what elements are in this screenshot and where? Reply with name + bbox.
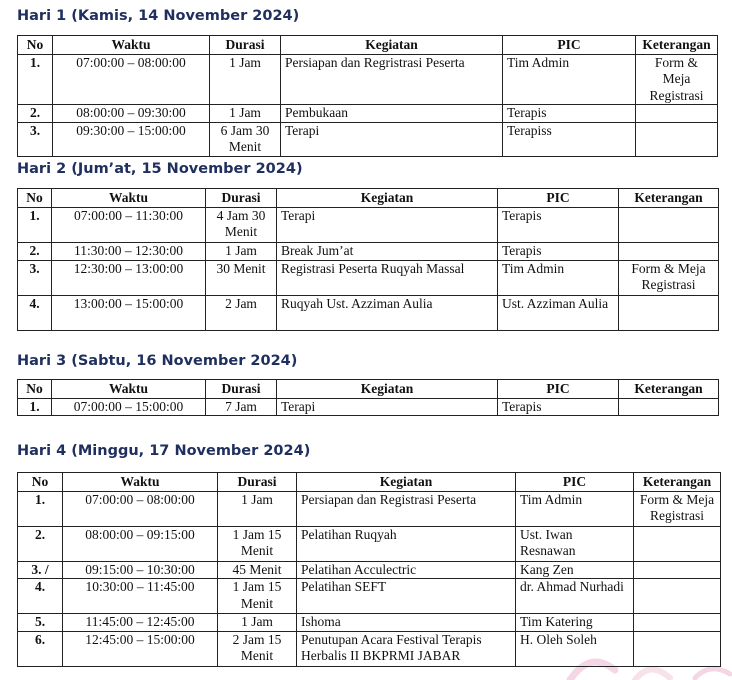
- cell-keterangan: [634, 526, 721, 561]
- cell-waktu: 12:45:00 – 15:00:00: [63, 631, 218, 666]
- cell-keterangan: [634, 614, 721, 632]
- cell-durasi: 7 Jam: [206, 398, 277, 416]
- header-pic: PIC: [503, 36, 636, 55]
- table-row: [18, 526, 721, 561]
- table-row: [18, 122, 718, 156]
- cell-durasi: 1 Jam: [218, 614, 297, 632]
- cell-no: 3.: [18, 122, 53, 156]
- day-1-title: Hari 1 (Kamis, 14 November 2024): [17, 8, 300, 24]
- cell-no: 2.: [18, 242, 52, 260]
- cell-pic: Ust. Iwan Resnawan: [516, 526, 634, 561]
- header-pic: PIC: [516, 473, 634, 492]
- cell-kegiatan: Terapi: [277, 398, 498, 416]
- table-row: [18, 579, 721, 614]
- cell-no: 5.: [18, 614, 63, 632]
- day-3-title: Hari 3 (Sabtu, 16 November 2024): [17, 353, 298, 369]
- day-4-table: [17, 472, 721, 667]
- table-row: [18, 614, 721, 632]
- cell-kegiatan: Penutupan Acara Festival Terapis Herbalis II BKPRMI JABAR: [297, 631, 516, 666]
- table-header-row: [18, 380, 719, 399]
- header-kegiatan: Kegiatan: [277, 380, 498, 399]
- day-4-title: Hari 4 (Minggu, 17 November 2024): [17, 443, 311, 459]
- cell-waktu: 11:45:00 – 12:45:00: [63, 614, 218, 632]
- header-durasi: Durasi: [210, 36, 281, 55]
- cell-waktu: 10:30:00 – 11:45:00: [63, 579, 218, 614]
- header-no: No: [18, 380, 52, 399]
- cell-no: 2.: [18, 105, 53, 123]
- cell-keterangan: [619, 207, 719, 242]
- cell-kegiatan: Pelatihan SEFT: [297, 579, 516, 614]
- cell-pic: Terapis: [498, 398, 619, 416]
- cell-no: 4.: [18, 295, 52, 330]
- table-header-row: [18, 36, 718, 55]
- cell-no: 1.: [18, 491, 63, 526]
- header-keterangan: Keterangan: [619, 380, 719, 399]
- table-row: [18, 631, 721, 666]
- cell-kegiatan: Ishoma: [297, 614, 516, 632]
- table-row: [18, 54, 718, 105]
- cell-pic: Terapis: [503, 105, 636, 123]
- header-no: No: [18, 473, 63, 492]
- header-no: No: [18, 189, 52, 208]
- header-kegiatan: Kegiatan: [297, 473, 516, 492]
- cell-kegiatan: Registrasi Peserta Ruqyah Massal: [277, 260, 498, 295]
- header-kegiatan: Kegiatan: [281, 36, 503, 55]
- cell-waktu: 08:00:00 – 09:15:00: [63, 526, 218, 561]
- cell-waktu: 11:30:00 – 12:30:00: [52, 242, 206, 260]
- cell-no: 1.: [18, 54, 53, 105]
- table-header-row: [18, 473, 721, 492]
- cell-keterangan: Form & Meja Registrasi: [634, 491, 721, 526]
- table-row: [18, 491, 721, 526]
- cell-pic: Tim Admin: [503, 54, 636, 105]
- cell-pic: Tim Admin: [498, 260, 619, 295]
- cell-kegiatan: Terapi: [281, 122, 503, 156]
- table-row: [18, 105, 718, 123]
- cell-waktu: 13:00:00 – 15:00:00: [52, 295, 206, 330]
- table-header-row: [18, 189, 719, 208]
- cell-pic: Kang Zen: [516, 561, 634, 579]
- table-row: [18, 561, 721, 579]
- cell-waktu: 07:00:00 – 08:00:00: [53, 54, 210, 105]
- cell-waktu: 12:30:00 – 13:00:00: [52, 260, 206, 295]
- table-row: [18, 260, 719, 295]
- cell-kegiatan: Ruqyah Ust. Azziman Aulia: [277, 295, 498, 330]
- cell-no: 1.: [18, 398, 52, 416]
- cell-waktu: 08:00:00 – 09:30:00: [53, 105, 210, 123]
- table-row: [18, 207, 719, 242]
- cell-durasi: 1 Jam 15 Menit: [218, 526, 297, 561]
- header-no: No: [18, 36, 53, 55]
- cell-pic: H. Oleh Soleh: [516, 631, 634, 666]
- cell-waktu: 09:15:00 – 10:30:00: [63, 561, 218, 579]
- cell-waktu: 07:00:00 – 11:30:00: [52, 207, 206, 242]
- header-durasi: Durasi: [206, 189, 277, 208]
- cell-durasi: 2 Jam: [206, 295, 277, 330]
- cell-keterangan: [636, 105, 718, 123]
- cell-keterangan: Form & Meja Registrasi: [636, 54, 718, 105]
- cell-kegiatan: Pelatihan Acculectric: [297, 561, 516, 579]
- cell-durasi: 1 Jam 15 Menit: [218, 579, 297, 614]
- cell-no: 3. /: [18, 561, 63, 579]
- cell-kegiatan: Pelatihan Ruqyah: [297, 526, 516, 561]
- cell-kegiatan: Persiapan dan Registrasi Peserta: [297, 491, 516, 526]
- cell-keterangan: [636, 122, 718, 156]
- cell-keterangan: Form & Meja Registrasi: [619, 260, 719, 295]
- cell-pic: Ust. Azziman Aulia: [498, 295, 619, 330]
- table-row: [18, 398, 719, 416]
- header-waktu: Waktu: [63, 473, 218, 492]
- header-keterangan: Keterangan: [636, 36, 718, 55]
- cell-kegiatan: Terapi: [277, 207, 498, 242]
- cell-durasi: 2 Jam 15 Menit: [218, 631, 297, 666]
- cell-durasi: 30 Menit: [206, 260, 277, 295]
- cell-keterangan: [619, 398, 719, 416]
- cell-waktu: 09:30:00 – 15:00:00: [53, 122, 210, 156]
- cell-keterangan: [619, 295, 719, 330]
- header-keterangan: Keterangan: [634, 473, 721, 492]
- cell-waktu: 07:00:00 – 15:00:00: [52, 398, 206, 416]
- day-3-table: [17, 379, 719, 416]
- header-durasi: Durasi: [218, 473, 297, 492]
- cell-durasi: 1 Jam: [210, 105, 281, 123]
- table-row: [18, 242, 719, 260]
- table-row: [18, 295, 719, 330]
- header-kegiatan: Kegiatan: [277, 189, 498, 208]
- cell-kegiatan: Pembukaan: [281, 105, 503, 123]
- header-waktu: Waktu: [53, 36, 210, 55]
- cell-keterangan: [634, 561, 721, 579]
- day-1-table: [17, 35, 718, 157]
- header-pic: PIC: [498, 189, 619, 208]
- cell-keterangan: [634, 579, 721, 614]
- cell-durasi: 1 Jam: [206, 242, 277, 260]
- cell-durasi: 45 Menit: [218, 561, 297, 579]
- cell-pic: dr. Ahmad Nurhadi: [516, 579, 634, 614]
- cell-pic: Tim Admin: [516, 491, 634, 526]
- cell-no: 3.: [18, 260, 52, 295]
- cell-durasi: 1 Jam: [218, 491, 297, 526]
- cell-kegiatan: Break Jum’at: [277, 242, 498, 260]
- header-keterangan: Keterangan: [619, 189, 719, 208]
- cell-no: 1.: [18, 207, 52, 242]
- cell-no: 2.: [18, 526, 63, 561]
- header-pic: PIC: [498, 380, 619, 399]
- cell-keterangan: [619, 242, 719, 260]
- header-waktu: Waktu: [52, 380, 206, 399]
- cell-pic: Terapis: [498, 242, 619, 260]
- cell-no: 6.: [18, 631, 63, 666]
- cell-durasi: 4 Jam 30 Menit: [206, 207, 277, 242]
- cell-waktu: 07:00:00 – 08:00:00: [63, 491, 218, 526]
- cell-pic: Terapis: [498, 207, 619, 242]
- cell-pic: Tim Katering: [516, 614, 634, 632]
- cell-no: 4.: [18, 579, 63, 614]
- cell-keterangan: [634, 631, 721, 666]
- day-2-table: [17, 188, 719, 331]
- cell-durasi: 6 Jam 30 Menit: [210, 122, 281, 156]
- cell-kegiatan: Persiapan dan Regristrasi Peserta: [281, 54, 503, 105]
- cell-pic: Terapiss: [503, 122, 636, 156]
- header-durasi: Durasi: [206, 380, 277, 399]
- header-waktu: Waktu: [52, 189, 206, 208]
- day-2-title: Hari 2 (Jum’at, 15 November 2024): [17, 161, 303, 177]
- cell-durasi: 1 Jam: [210, 54, 281, 105]
